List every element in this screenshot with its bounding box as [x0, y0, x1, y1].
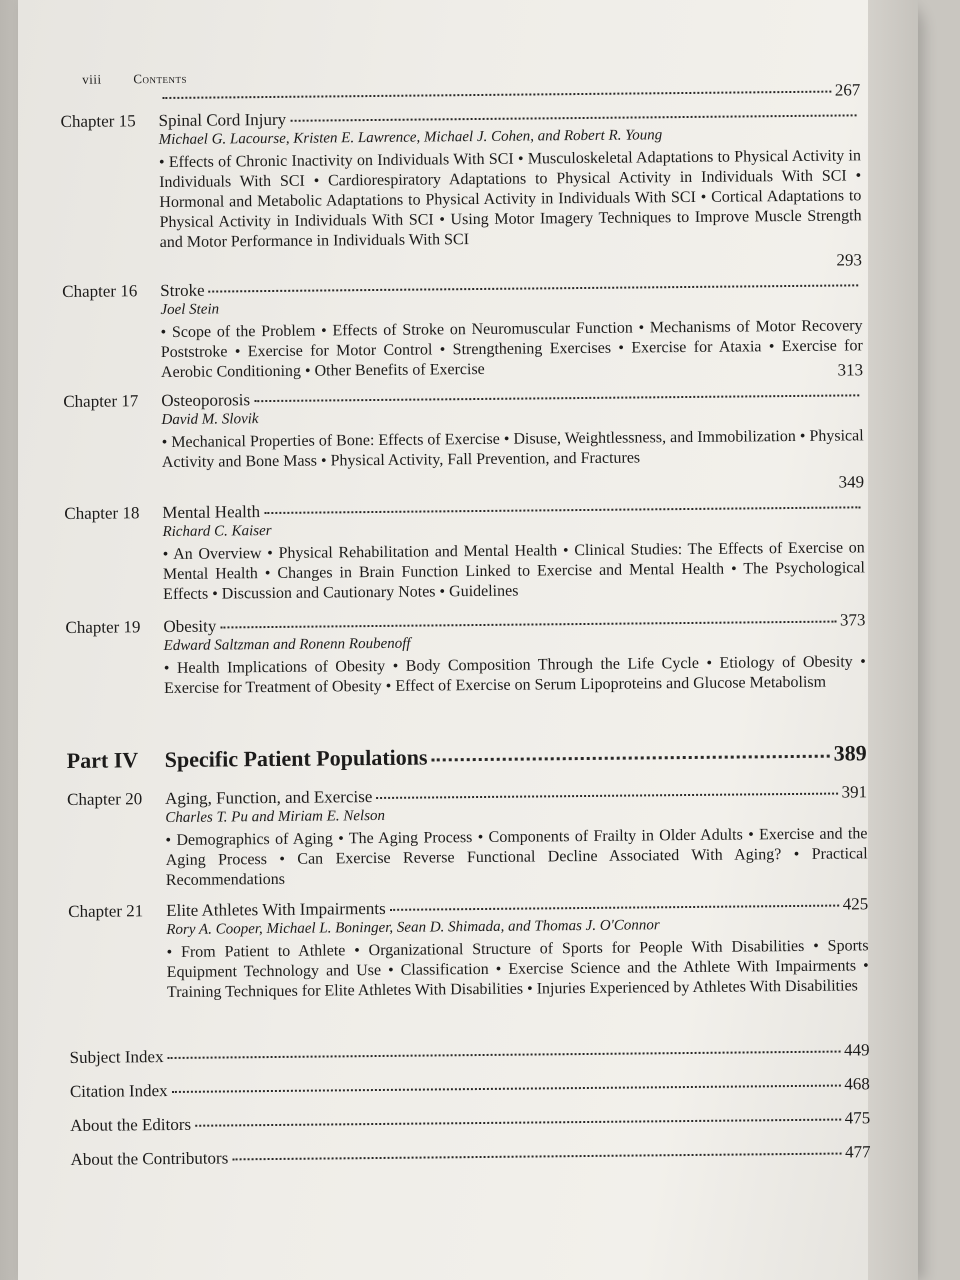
chapter-authors: Edward Saltzman and Ronenn Roubenoff — [163, 635, 411, 655]
chapter-topics: • Health Implications of Obesity • Body Composition Through the Life Cycle • Etiology of Obesity • Exercise for Treatment of Obesity • Effect of Exercise on Serum Lipoproteins and Glucose Metabolism — [163, 653, 866, 698]
contents-listing — [60, 52, 880, 1169]
dot-leader — [232, 1153, 841, 1161]
page-number: 267 — [834, 80, 861, 100]
page-number: 373 — [839, 610, 866, 630]
dot-leader — [220, 621, 836, 629]
chapter-label: Chapter 18 — [64, 503, 140, 523]
chapter-title[interactable]: Aging, Function, and Exercise — [165, 787, 373, 809]
chapter-label: Chapter 21 — [68, 901, 144, 921]
page-number: 389 — [833, 740, 867, 766]
page-edge — [868, 0, 918, 1280]
chapter-topics: • From Patient to Athlete • Organizational Structure of Sports for People With Disabilities • Sports Equipment Technology and Use • Classification • Exercise Science and the Athlete With Impairments • Training Techniques for Elite Athletes With Disabilities • Injuries Experienced by Athletes With Disabilities — [166, 937, 869, 1002]
chapter-label: Chapter 17 — [63, 391, 139, 411]
page-number: 468 — [844, 1074, 870, 1094]
chapter-20[interactable] — [67, 782, 868, 892]
chapter-authors: Richard C. Kaiser — [162, 522, 272, 541]
page-number: 293 — [836, 250, 863, 270]
chapter-title[interactable]: Mental Health — [162, 502, 261, 523]
part-title[interactable]: Specific Patient Populations — [164, 744, 428, 773]
chapter-topics: • An Overview • Physical Rehabilitation and Mental Health • Clinical Studies: The Effects of Exercise on Mental Health • Changes in Brain Function Linked to Exercise and Mental Health • The Psychological Effects • Discussion and Cautionary Notes • Guidelines — [162, 539, 865, 604]
index-citation[interactable] — [70, 1074, 870, 1102]
dot-leader — [290, 114, 856, 121]
chapter-authors: Charles T. Pu and Miriam E. Nelson — [165, 807, 386, 827]
chapter-19[interactable] — [65, 610, 866, 700]
chapter-authors: Joel Stein — [160, 301, 220, 319]
chapter-18-leader — [64, 472, 864, 500]
index-about-contributors[interactable] — [70, 1142, 870, 1170]
chapter-topics: • Scope of the Problem • Effects of Stroke on Neuromuscular Function • Mechanisms of Motor Recovery Poststroke • Exercise for Motor Control • Strengthening Exercises • Exercise for Ataxia • Exercise for Aerobic Conditioning • Other Benefits of Exercise — [160, 317, 863, 382]
folio: viii — [82, 71, 102, 87]
chapter-topics: • Mechanical Properties of Bone: Effects of Exercise • Disuse, Weightlessness, and Immobilization • Physical Activity and Bone Mass • Physical Activity, Fall Prevention, and Fractures — [161, 427, 864, 472]
page-number: 425 — [842, 894, 869, 914]
part-label: Part IV — [66, 747, 139, 773]
chapter-topics: • Effects of Chronic Inactivity on Individuals With SCI • Musculoskeletal Adaptations to Physical Activity in Individuals With SCI • Cardiorespiratory Adaptations to Physical Activity in Individuals With SCI • Hormonal and Metabolic Adaptations to Physical Activity in Individuals With SCI • Cortical Adaptations to Physical Activity in Individuals With SCI • Using Motor Imagery Techniques to Improve Muscle Strength and Motor Performance in Individuals With SCI — [158, 147, 862, 252]
part-iv[interactable] — [67, 740, 867, 774]
page-number: 313 — [837, 360, 864, 380]
dot-leader — [254, 394, 859, 402]
dot-leader — [264, 506, 860, 514]
chapter-16-leader — [62, 250, 862, 278]
index-title[interactable]: About the Contributors — [70, 1148, 229, 1169]
chapter-title[interactable]: Osteoporosis — [161, 390, 251, 411]
chapter-18[interactable] — [64, 496, 865, 606]
dot-leader — [209, 284, 859, 292]
dot-leader — [195, 1119, 841, 1127]
index-title[interactable]: Subject Index — [69, 1047, 164, 1067]
dot-leader — [168, 1051, 841, 1059]
chapter-authors: David M. Slovik — [161, 411, 259, 429]
chapter-topics: • Demographics of Aging • The Aging Process • Components of Frailty in Older Adults • Exercise and the Aging Process • Can Exercise Reverse Functional Decline Associated With Aging? • Practical Recommendations — [165, 825, 868, 890]
chapter-authors: Michael G. Lacourse, Kristen E. Lawrence, Michael J. Cohen, and Robert R. Young — [158, 127, 663, 149]
chapter-title[interactable]: Obesity — [163, 616, 217, 637]
chapter-label: Chapter 19 — [65, 617, 141, 637]
page-number: 475 — [844, 1108, 871, 1128]
chapter-21[interactable] — [68, 894, 869, 1004]
chapter-title[interactable]: Spinal Cord Injury — [158, 109, 287, 131]
chapter-label: Chapter 20 — [67, 789, 143, 809]
book-page — [18, 0, 918, 1280]
chapter-15[interactable] — [60, 104, 861, 254]
chapter-17[interactable] — [63, 384, 864, 474]
page-number: 477 — [844, 1142, 871, 1162]
running-head-title: Contents — [133, 70, 188, 87]
dot-leader — [390, 905, 839, 911]
chapter-title[interactable]: Stroke — [160, 280, 205, 301]
running-head — [82, 71, 187, 88]
dot-leader — [376, 793, 837, 799]
dot-leader — [432, 755, 830, 762]
chapter-label: Chapter 16 — [62, 281, 138, 301]
dot-leader — [162, 91, 830, 99]
index-about-editors[interactable] — [70, 1108, 870, 1136]
index-title[interactable]: Citation Index — [69, 1081, 168, 1101]
chapter-label: Chapter 15 — [60, 111, 136, 131]
index-subject[interactable] — [69, 1040, 869, 1068]
index-title[interactable]: About the Editors — [70, 1114, 192, 1135]
chapter-title[interactable]: Elite Athletes With Impairments — [166, 898, 386, 921]
dot-leader — [172, 1085, 841, 1093]
page-number: 449 — [843, 1040, 870, 1060]
page-number: 349 — [838, 472, 865, 492]
chapter-authors: Rory A. Cooper, Michael L. Boninger, Sean D. Shimada, and Thomas J. O'Connor — [166, 917, 660, 939]
page-number: 391 — [841, 782, 868, 802]
